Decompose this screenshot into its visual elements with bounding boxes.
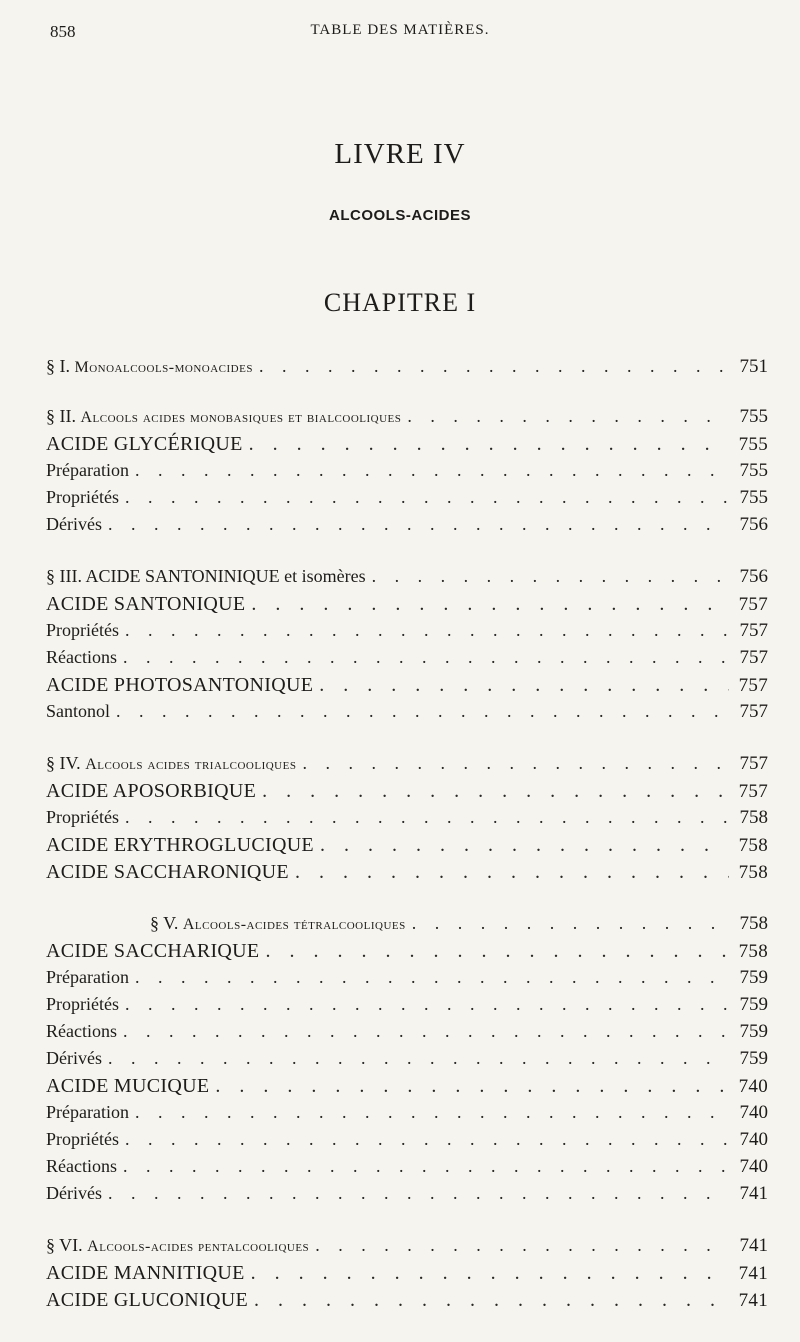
toc-entry-page-number: 759 bbox=[739, 1021, 768, 1042]
toc-entry-section bbox=[150, 913, 768, 939]
dot-leader bbox=[125, 807, 730, 828]
dot-leader bbox=[125, 487, 730, 508]
toc-entry-page-number: 757 bbox=[739, 647, 768, 668]
toc-entry-page-number: 740 bbox=[739, 1129, 768, 1150]
toc-entry-label: Préparation bbox=[46, 1102, 129, 1122]
toc-entry-label: ACIDE GLYCÉRIQUE bbox=[46, 433, 243, 455]
toc-entry-label: Propriétés bbox=[46, 994, 119, 1014]
dot-leader bbox=[295, 861, 729, 884]
toc-entry-compound bbox=[46, 940, 768, 966]
toc-entry-page-number: 751 bbox=[739, 356, 768, 377]
toc-entry-section bbox=[46, 406, 768, 432]
toc-entry-section bbox=[46, 356, 768, 382]
toc-entry-sub bbox=[46, 1183, 768, 1209]
toc-entry-label: § I. Monoalcools-monoacides bbox=[46, 356, 253, 376]
toc-entry-page-number: 758 bbox=[739, 913, 768, 934]
toc-entry-compound bbox=[46, 1289, 768, 1315]
toc-entry-label: ACIDE SACCHARIQUE bbox=[46, 940, 260, 962]
dot-leader bbox=[407, 406, 729, 427]
toc-entry-page-number: 755 bbox=[739, 487, 768, 508]
dot-leader bbox=[135, 460, 730, 481]
toc-entry-compound bbox=[46, 593, 768, 619]
toc-entry-page-number: 756 bbox=[739, 566, 768, 587]
toc-entry-section bbox=[46, 1235, 768, 1261]
toc-entry-page-number: 741 bbox=[739, 1235, 768, 1256]
toc-entry-label: § II. Alcools acides monobasiques et bialcooliques bbox=[46, 406, 402, 426]
toc-entry-label: Préparation bbox=[46, 967, 129, 987]
dot-leader bbox=[302, 753, 729, 774]
toc-entry-label: Réactions bbox=[46, 1021, 117, 1041]
dot-leader bbox=[135, 967, 730, 988]
dot-leader bbox=[320, 834, 729, 857]
toc-entry-section bbox=[46, 753, 768, 779]
toc-entry-label: ACIDE APOSORBIQUE bbox=[46, 780, 257, 802]
toc-entry-page-number: 759 bbox=[739, 1048, 768, 1069]
dot-leader bbox=[372, 566, 730, 587]
dot-leader bbox=[259, 356, 730, 377]
toc-entry-compound bbox=[46, 1262, 768, 1288]
toc-entry-label: ACIDE SANTONIQUE bbox=[46, 593, 246, 615]
toc-entry-sub bbox=[46, 1021, 768, 1047]
toc-entry-compound bbox=[46, 674, 768, 700]
dot-leader bbox=[116, 701, 729, 722]
dot-leader bbox=[412, 913, 730, 934]
dot-leader bbox=[215, 1075, 728, 1098]
dot-leader bbox=[251, 593, 728, 616]
toc-entry-label: ACIDE MANNITIQUE bbox=[46, 1262, 245, 1284]
toc-entry-sub bbox=[46, 1156, 768, 1182]
toc-entry-compound bbox=[46, 861, 768, 887]
toc-entry-sub bbox=[46, 460, 768, 486]
dot-leader bbox=[265, 940, 728, 963]
toc-entry-page-number: 759 bbox=[739, 967, 768, 988]
dot-leader bbox=[125, 620, 730, 641]
dot-leader bbox=[254, 1289, 729, 1312]
toc-entry-label: § III. ACIDE SANTONINIQUE et isomères bbox=[46, 566, 366, 586]
toc-entry-compound bbox=[46, 834, 768, 860]
toc-entry-label: Propriétés bbox=[46, 807, 119, 827]
toc-entry-label: Propriétés bbox=[46, 1129, 119, 1149]
toc-entry-label: § IV. Alcools acides trialcooliques bbox=[46, 753, 297, 773]
toc-entry-page-number: 755 bbox=[738, 434, 768, 455]
toc-entry-label: ACIDE GLUCONIQUE bbox=[46, 1289, 248, 1311]
book-subtitle: ALCOOLS-ACIDES bbox=[329, 207, 471, 224]
toc-entry-sub bbox=[46, 514, 768, 540]
toc-entry-sub bbox=[46, 620, 768, 646]
toc-entry-label: Réactions bbox=[46, 647, 117, 667]
toc-entry-label: Dérivés bbox=[46, 1183, 102, 1203]
toc-entry-sub bbox=[46, 1102, 768, 1128]
toc-entry-label: Propriétés bbox=[46, 487, 119, 507]
toc-entry-page-number: 755 bbox=[739, 406, 768, 427]
toc-entry-label: Santonol bbox=[46, 701, 111, 721]
toc-entry-page-number: 755 bbox=[739, 460, 768, 481]
toc-entry-label: § VI. Alcools-acides pentalcooliques bbox=[46, 1235, 310, 1255]
toc-entry-section bbox=[46, 566, 768, 592]
toc-entry-label: Préparation bbox=[46, 460, 129, 480]
dot-leader bbox=[108, 1183, 730, 1204]
toc-entry-page-number: 758 bbox=[738, 862, 768, 883]
toc-entry-page-number: 757 bbox=[739, 753, 768, 774]
toc-entry-page-number: 759 bbox=[739, 994, 768, 1015]
toc-entry-sub bbox=[46, 807, 768, 833]
dot-leader bbox=[123, 1021, 730, 1042]
dot-leader bbox=[319, 674, 728, 697]
dot-leader bbox=[125, 1129, 730, 1150]
page-number: 858 bbox=[50, 22, 76, 41]
toc-entry-label: Dérivés bbox=[46, 514, 102, 534]
toc-entry-label: ACIDE ERYTHROGLUCIQUE bbox=[46, 834, 314, 856]
dot-leader bbox=[108, 1048, 730, 1069]
chapter-title: CHAPITRE I bbox=[323, 288, 477, 317]
dot-leader bbox=[125, 994, 730, 1015]
dot-leader bbox=[262, 780, 728, 803]
toc-entry-label: Propriétés bbox=[46, 620, 119, 640]
dot-leader bbox=[249, 433, 729, 456]
toc-entry-label: ACIDE SACCHARONIQUE bbox=[46, 861, 289, 883]
toc-entry-label: § V. Alcools-acides tétralcooliques bbox=[150, 913, 406, 933]
dot-leader bbox=[108, 514, 730, 535]
toc-entry-page-number: 741 bbox=[739, 1183, 768, 1204]
dot-leader bbox=[315, 1235, 729, 1256]
toc-entry-label: ACIDE MUCIQUE bbox=[46, 1075, 210, 1097]
toc-entry-page-number: 757 bbox=[738, 594, 768, 615]
toc-entry-sub bbox=[46, 487, 768, 513]
book-title: LIVRE IV bbox=[334, 138, 466, 170]
toc-entry-sub bbox=[46, 1048, 768, 1074]
dot-leader bbox=[251, 1262, 729, 1285]
toc-entry-page-number: 758 bbox=[739, 807, 768, 828]
running-title: TABLE DES MATIÈRES. bbox=[310, 22, 490, 38]
toc-entry-page-number: 758 bbox=[738, 835, 768, 856]
toc-entry-page-number: 740 bbox=[739, 1156, 768, 1177]
toc-entry-compound bbox=[46, 780, 768, 806]
toc-entry-page-number: 741 bbox=[738, 1263, 768, 1284]
dot-leader bbox=[135, 1102, 730, 1123]
toc-entry-page-number: 757 bbox=[738, 781, 768, 802]
toc-entry-page-number: 740 bbox=[739, 1102, 768, 1123]
toc-entry-page-number: 758 bbox=[738, 941, 768, 962]
toc-entry-page-number: 740 bbox=[738, 1076, 768, 1097]
toc-entry-page-number: 757 bbox=[739, 620, 768, 641]
toc-entry-page-number: 757 bbox=[738, 675, 768, 696]
dot-leader bbox=[123, 647, 730, 668]
toc-entry-sub bbox=[46, 967, 768, 993]
toc-entry-label: Réactions bbox=[46, 1156, 117, 1176]
toc-entry-sub bbox=[46, 1129, 768, 1155]
toc-entry-compound bbox=[46, 433, 768, 459]
toc-entry-compound bbox=[46, 1075, 768, 1101]
toc-entry-page-number: 757 bbox=[739, 701, 768, 722]
toc-entry-sub bbox=[46, 994, 768, 1020]
toc-entry-sub bbox=[46, 701, 768, 727]
toc-entry-page-number: 756 bbox=[739, 514, 768, 535]
toc-entry-sub bbox=[46, 647, 768, 673]
toc-entry-label: Dérivés bbox=[46, 1048, 102, 1068]
toc-entry-label: ACIDE PHOTOSANTONIQUE bbox=[46, 674, 314, 696]
toc-entry-page-number: 741 bbox=[738, 1290, 768, 1311]
dot-leader bbox=[123, 1156, 730, 1177]
